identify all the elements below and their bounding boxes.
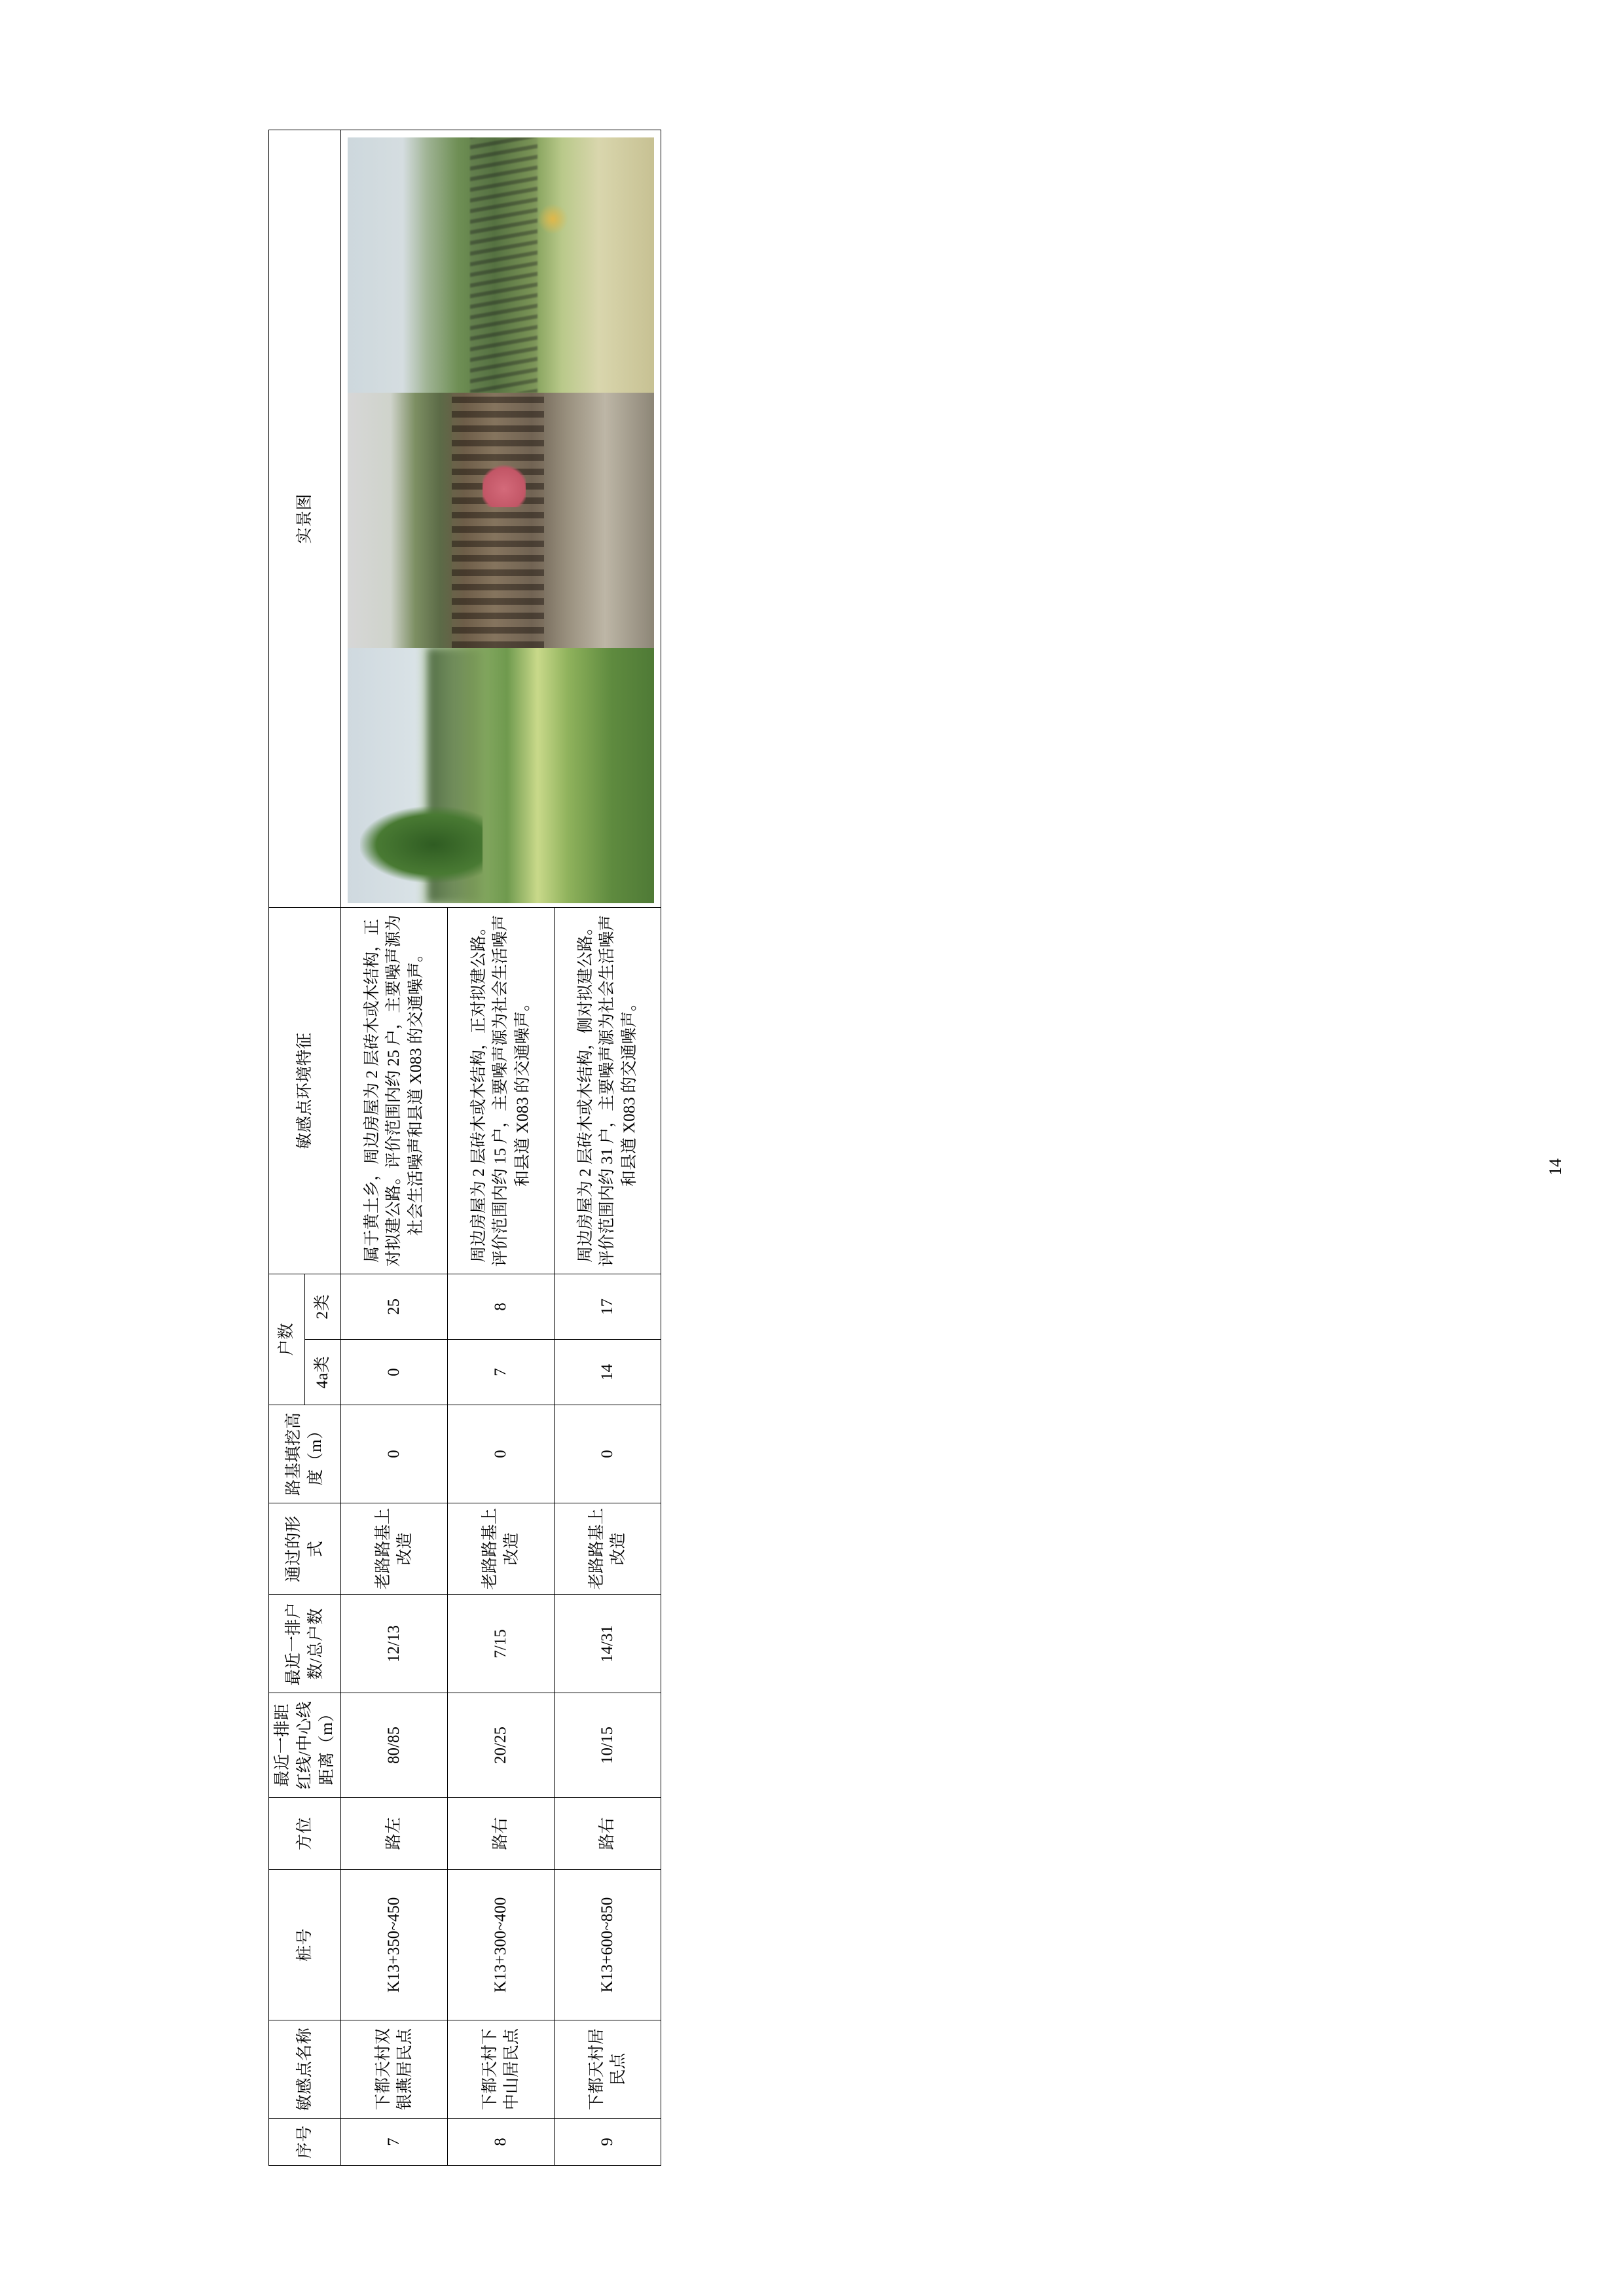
cell-rows-households: 7/15 — [447, 1595, 554, 1693]
cell-rows-households: 12/13 — [340, 1595, 447, 1693]
cell-environment: 周边房屋为 2 层砖木或木结构，侧对拟建公路。评价范围内约 31 户，主要噪声源为社会生活噪声和县道 X083 的交通噪声。 — [554, 907, 661, 1274]
header-cross-form: 通过的形式 — [268, 1503, 340, 1595]
cell-cross-form: 老路路基上改造 — [447, 1503, 554, 1595]
page-number: 14 — [1546, 1158, 1565, 1175]
sensitive-points-table — [268, 130, 661, 2166]
header-rows-households: 最近一排户数/总户数 — [268, 1595, 340, 1693]
cell-seq: 7 — [340, 2119, 447, 2166]
cell-class-4a: 7 — [447, 1340, 554, 1405]
header-seq: 序号 — [268, 2119, 340, 2166]
village-landscape-photo-1 — [348, 648, 654, 903]
header-class-4a: 4a类 — [304, 1340, 340, 1405]
header-environment: 敏感点环境特征 — [268, 907, 340, 1274]
cell-cross-form: 老路路基上改造 — [340, 1503, 447, 1595]
cell-name: 下都天村双银燕居民点 — [340, 2020, 447, 2119]
cell-rows-households: 14/31 — [554, 1595, 661, 1693]
cell-name: 下都天村下中山居民点 — [447, 2020, 554, 2119]
cell-name: 下都天村居民点 — [554, 2020, 661, 2119]
cell-class-2: 8 — [447, 1274, 554, 1339]
cell-distance: 80/85 — [340, 1693, 447, 1798]
cell-direction: 路右 — [447, 1798, 554, 1870]
cell-distance: 10/15 — [554, 1693, 661, 1798]
cell-class-2: 25 — [340, 1274, 447, 1339]
cell-embankment-height: 0 — [447, 1405, 554, 1503]
rotated-table-area — [268, 130, 1355, 2166]
cell-stake: K13+300~400 — [447, 1870, 554, 2020]
cell-embankment-height: 0 — [554, 1405, 661, 1503]
header-embankment-height: 路基填挖高度（m） — [268, 1405, 340, 1503]
cell-environment: 属于黄土乡，周边房屋为 2 层砖木或木结构，正对拟建公路。评价范围内约 25 户，主要噪声源为社会生活噪声和县道 X083 的交通噪声。 — [340, 907, 447, 1274]
cell-embankment-height: 0 — [340, 1405, 447, 1503]
cell-seq: 8 — [447, 2119, 554, 2166]
cell-class-4a: 14 — [554, 1340, 661, 1405]
cell-environment: 周边房屋为 2 层砖木或木结构，正对拟建公路。评价范围内约 15 户，主要噪声源为社会生活噪声和县道 X083 的交通噪声。 — [447, 907, 554, 1274]
header-name: 敏感点名称 — [268, 2020, 340, 2119]
table-header-row — [268, 130, 304, 2165]
cell-cross-form: 老路路基上改造 — [554, 1503, 661, 1595]
header-distance: 最近一排距红线/中心线距离（m） — [268, 1693, 340, 1798]
cell-class-2: 17 — [554, 1274, 661, 1339]
table-row — [340, 130, 447, 2165]
header-households-group: 户数 — [268, 1274, 304, 1405]
cell-stake: K13+350~450 — [340, 1870, 447, 2020]
cell-stake: K13+600~850 — [554, 1870, 661, 2020]
cell-class-4a: 0 — [340, 1340, 447, 1405]
cell-distance: 20/25 — [447, 1693, 554, 1798]
photo-strip — [344, 134, 658, 903]
header-stake: 桩号 — [268, 1870, 340, 2020]
cell-direction: 路右 — [554, 1798, 661, 1870]
header-photo: 实景图 — [268, 130, 340, 907]
village-field-photo-3 — [348, 137, 654, 393]
header-class-2: 2类 — [304, 1274, 340, 1339]
header-direction: 方位 — [268, 1798, 340, 1870]
cell-photos — [340, 130, 661, 907]
cell-direction: 路左 — [340, 1798, 447, 1870]
cell-seq: 9 — [554, 2119, 661, 2166]
village-houses-photo-2 — [348, 393, 654, 648]
